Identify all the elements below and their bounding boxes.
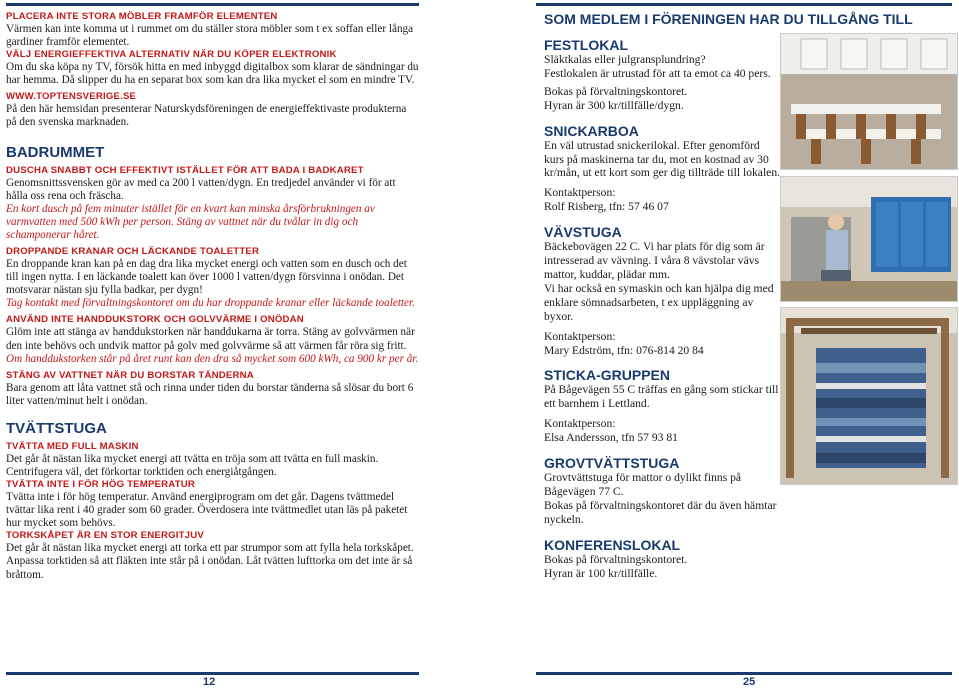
bottom-rule-left [6,672,419,675]
text-torkskap: Det går åt nästan lika mycket energi att torka ett par strumpor som att fylla hela torkskåpet. Anpassa torktiden så att fläkten inte står på i onödan. Låt tvätten lufttorka om det inte är så bråttom. [6,542,414,581]
label-sticka-contact: Kontaktperson: [544,417,616,431]
photo-festlokal [780,33,958,170]
heading-kranar: DROPPANDE KRANAR OCH LÄCKANDE TOALETTER [6,246,260,258]
italic-dusch [6,203,419,242]
text-website: På den här hemsidan presenterar Naturskydsföreningen de energieffektivaste produkterna på den svenska marknaden. [6,103,407,129]
italic-handdukstork: Om handdukstorken står på året runt kan den dra så mycket som 600 kWh, ca 900 kr per år. [6,352,419,365]
top-rule-left [6,3,419,6]
heading-vavstuga: VÄVSTUGA [544,224,622,241]
text-konf-2: Hyran är 100 kr/tillfälle. [544,566,658,580]
heading-furniture: PLACERA INTE STORA MÖBLER FRAMFÖR ELEMENTEN [6,11,278,22]
heading-sticka: STICKA-GRUPPEN [544,367,671,384]
text-festlokal-2: Festlokalen är utrustad för att ta emot ca 40 pers. [544,66,771,80]
bottom-rule-right [536,672,952,675]
heading-grovtvattstuga: GROVTVÄTTSTUGA [544,455,680,472]
photo-vavstuga [780,307,958,485]
text-electronics [6,61,419,87]
heading-snickarboa: SNICKARBOA [544,122,639,139]
text-festlokal-4: Hyran är 300 kr/tillfälle/dygn. [544,98,684,112]
top-rule-right [536,3,952,6]
text-snickarboa-contact: Rolf Risberg, tfn: 57 46 07 [544,200,669,214]
text-electronics-2: Då slipper du ha en separat box som kan dra lika mycket el som en mindre TV. [61,74,415,87]
text-handdukstork: Glöm inte att stänga av handdukstorken när handdukarna är torra. Stäng av golvvärmen när den inte behövs och undvik mattor på golv med golvvärme så att värmen får röra sig fritt. [6,326,415,352]
label-vavstuga-contact: Kontaktperson: [544,329,616,343]
heading-badrummet: BADRUMMET [6,143,105,161]
left-column [6,11,419,582]
text-grov-2: Bokas på förvaltningskontoret där du även hämtar nyckeln. [544,498,777,526]
text-festlokal-3: Bokas på förvaltningskontoret. [544,84,688,98]
heading-handdukstork: ANVÄND INTE HANDDUKSTORK OCH GOLVVÄRME I ONÖDAN [6,314,304,326]
label-snickarboa-contact: Kontaktperson: [544,186,616,200]
text-grov-1: Grovtvättstuga för mattor o dylikt finns på Bågevägen 77 C. [544,471,742,498]
text-festlokal-1: Släktkalas eller julgransplundring? [544,53,706,66]
text-tander: Bara genom att låta vattnet stå och rinna under tiden du borstar tänderna så slösar du bort 6 liter vatten/minut helt i onödan. [6,381,414,407]
text-furniture: Värmen kan inte komma ut i rummet om du ställer stora möbler som t ex soffan eller långa gardiner framför elementet. [6,23,414,49]
heading-torkskap: TORKSKÅPET ÄR EN STOR ENERGITJUV [6,530,204,542]
page-number-right: 25 [743,676,756,688]
italic-kranar: Tag kontakt med förvaltningskontoret om du har droppande kranar eller läckande toaletter. [6,297,415,310]
italic-dusch-1: En kort dusch på fem minuter istället för en kvart kan minska årsförbrukningen av varmvatten med 500 kWh per person. [6,202,375,228]
text-electronics-1: Om du ska köpa ny TV, försök hitta en med inbyggd digitalbox som klarar de sändningar du har hemma. [6,61,419,87]
text-temperatur: Tvätta inte i för hög temperatur. Använd energiprogram om det går. Dagens tvättmedel tvättar lika rent i 40 grader som 60 grader. Överdosera inte tvättmedlet utan läs på paketet hur mycket som behövs. [6,491,408,530]
text-dusch: Genomsnittssvensken gör av med ca 200 l vatten/dygn. En tredjedel använder vi för att hålla oss rena och fräscha. [6,176,396,202]
text-sticka-contact: Elsa Andersson, tfn 57 93 81 [544,431,678,445]
photo-snickarboa [780,176,958,302]
text-konf-1: Bokas på förvaltningskontoret. [544,552,688,566]
heading-konferenslokal: KONFERENSLOKAL [544,536,681,553]
heading-website: WWW.TOPTENSVERIGE.SE [6,91,137,103]
right-column [544,37,780,580]
right-main-title: SOM MEDLEM I FÖRENINGEN HAR DU TILLGÅNG TILL [544,11,913,27]
heading-tvattstuga: TVÄTTSTUGA [6,419,107,437]
heading-temperatur: TVÄTTA INTE I FÖR HÖG TEMPERATUR [6,479,196,491]
heading-electronics: VÄLJ ENERGIEFFEKTIVA ALTERNATIV NÄR DU KÖPER ELEKTRONIK [6,49,337,61]
heading-tander: STÄNG AV VATTNET NÄR DU BORSTAR TÄNDERNA [6,369,254,381]
italic-dusch-2: Stäng av vattnet när du tvålar in dig och schamponerar håret. [6,215,359,241]
text-full-maskin: Det går åt nästan lika mycket energi att tvätta en tröja som att tvätta en full maskin. Centrifugera väl, det förkortar torktiden och energiåtgången. [6,452,379,478]
heading-festlokal: FESTLOKAL [544,37,628,53]
page-number-left: 12 [203,676,216,688]
heading-dusch: DUSCHA SNABBT OCH EFFEKTIVT ISTÄLLET FÖR ATT BADA I BADKARET [6,164,364,176]
text-sticka: På Bågevägen 55 C träffas en gång som stickar till ett barnhem i Lettland. [544,383,779,411]
text-vavstuga-contact: Mary Edström, tfn: 076-814 20 84 [544,343,704,357]
text-vavstuga-2: Vi har också en symaskin och kan hjälpa dig med enklare sömnadsarbeten, t ex uppläggning av byxor. [544,281,774,323]
text-snickarboa: En väl utrustad snickerilokal. Efter genomförd kurs på maskinerna tar du, mot en kostnad av 30 kr/mån, ut ett kort som ger dig tillträde till lokalen. [544,138,781,180]
text-vavstuga-1: Bäckebovägen 22 C. Vi har plats för dig som är intresserad av vävning. I våra 8 vävstolar vävs mattor, kuddar, plädar mm. [544,240,765,281]
text-kranar: En droppande kran kan på en dag dra lika mycket energi och vatten som en dusch och det till ingen nytta. I en läckande toalett kan över 1000 l vatten/dygn försvinna i onödan. Det motsvarar nästan sju fylla badkar, per dygn! [6,258,407,297]
heading-full-maskin: TVÄTTA MED FULL MASKIN [6,440,139,452]
